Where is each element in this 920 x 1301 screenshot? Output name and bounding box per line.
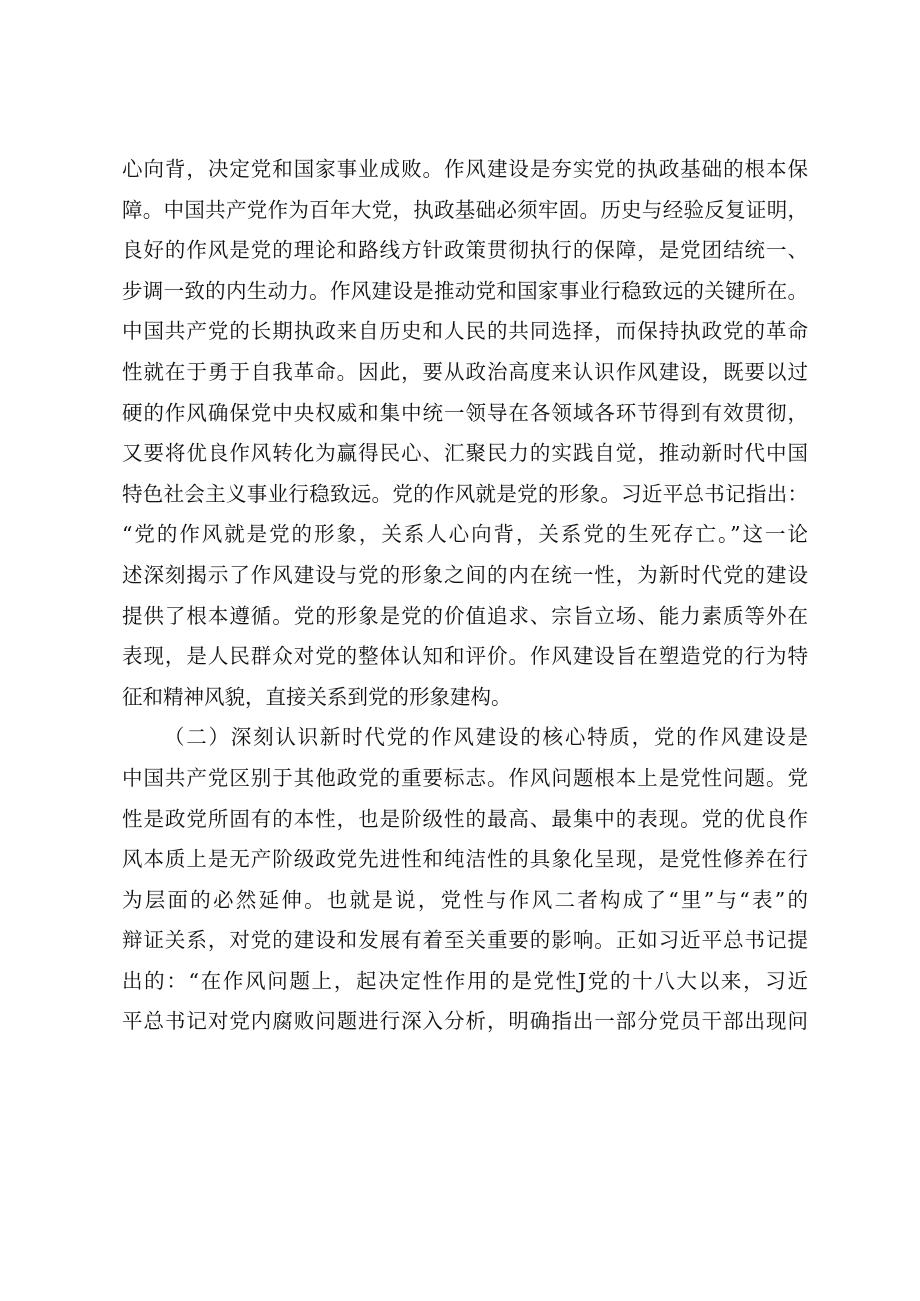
text-line: 又要将优良作风转化为赢得民心、汇聚民力的实践自觉，推动新时代中国 xyxy=(122,441,808,466)
text-line: 出的：“在作风问题上，起决定性作用的是党性J党的十八大以来，习近 xyxy=(122,968,808,993)
text-line: “党的作风就是党的形象，关系人心向背，关系党的生死存亡。”这一论 xyxy=(122,522,808,547)
paragraph-2 xyxy=(122,717,808,1042)
text-line: 中国共产党的长期执政来自历史和人民的共同选择，而保持执政党的革命 xyxy=(122,319,808,344)
text-line: 风本质上是无产阶级政党先进性和纯洁性的具象化呈现，是党性修养在行 xyxy=(122,847,808,872)
text-line: 征和精神风貌，直接关系到党的形象建构。 xyxy=(122,684,512,709)
text-line: 障。中国共产党作为百年大党，执政基础必须牢固。历史与经验反复证明， xyxy=(122,197,808,222)
text-line: 辩证关系，对党的建设和发展有着至关重要的影响。正如习近平总书记提 xyxy=(122,928,808,953)
text-line: 硬的作风确保党中央权威和集中统一领导在各领域各环节得到有效贯彻， xyxy=(122,400,808,425)
text-line: 为层面的必然延伸。也就是说，党性与作风二者构成了“里”与“表”的 xyxy=(122,887,808,912)
text-line: 特色社会主义事业行稳致远。党的作风就是党的形象。习近平总书记指出： xyxy=(122,481,808,506)
text-line: （二）深刻认识新时代党的作风建设的核心特质，党的作风建设是 xyxy=(164,725,808,750)
text-line: 中国共产党区别于其他政党的重要标志。作风问题根本上是党性问题。党 xyxy=(122,765,808,790)
paragraph-1 xyxy=(122,149,808,717)
text-line: 性是政党所固有的本性，也是阶级性的最高、最集中的表现。党的优良作 xyxy=(122,806,808,831)
text-line: 提供了根本遵循。党的形象是党的价值追求、宗旨立场、能力素质等外在 xyxy=(122,603,808,628)
text-line: 步调一致的内生动力。作风建设是推动党和国家事业行稳致远的关键所在。 xyxy=(122,278,808,303)
text-line: 心向背，决定党和国家事业成败。作风建设是夯实党的执政基础的根本保 xyxy=(122,157,808,181)
body-text xyxy=(122,149,808,1042)
text-line: 平总书记对党内腐败问题进行深入分析，明确指出一部分党员干部出现问 xyxy=(122,1009,808,1034)
text-line: 述深刻揭示了作风建设与党的形象之间的内在统一性，为新时代党的建设 xyxy=(122,562,808,587)
text-line: 良好的作风是党的理论和路线方针政策贯彻执行的保障，是党团结统一、 xyxy=(122,238,808,263)
text-line: 性就在于勇于自我革命。因此，要从政治高度来认识作风建设，既要以过 xyxy=(122,359,808,384)
text-line: 表现，是人民群众对党的整体认知和评价。作风建设旨在塑造党的行为特 xyxy=(122,644,808,669)
